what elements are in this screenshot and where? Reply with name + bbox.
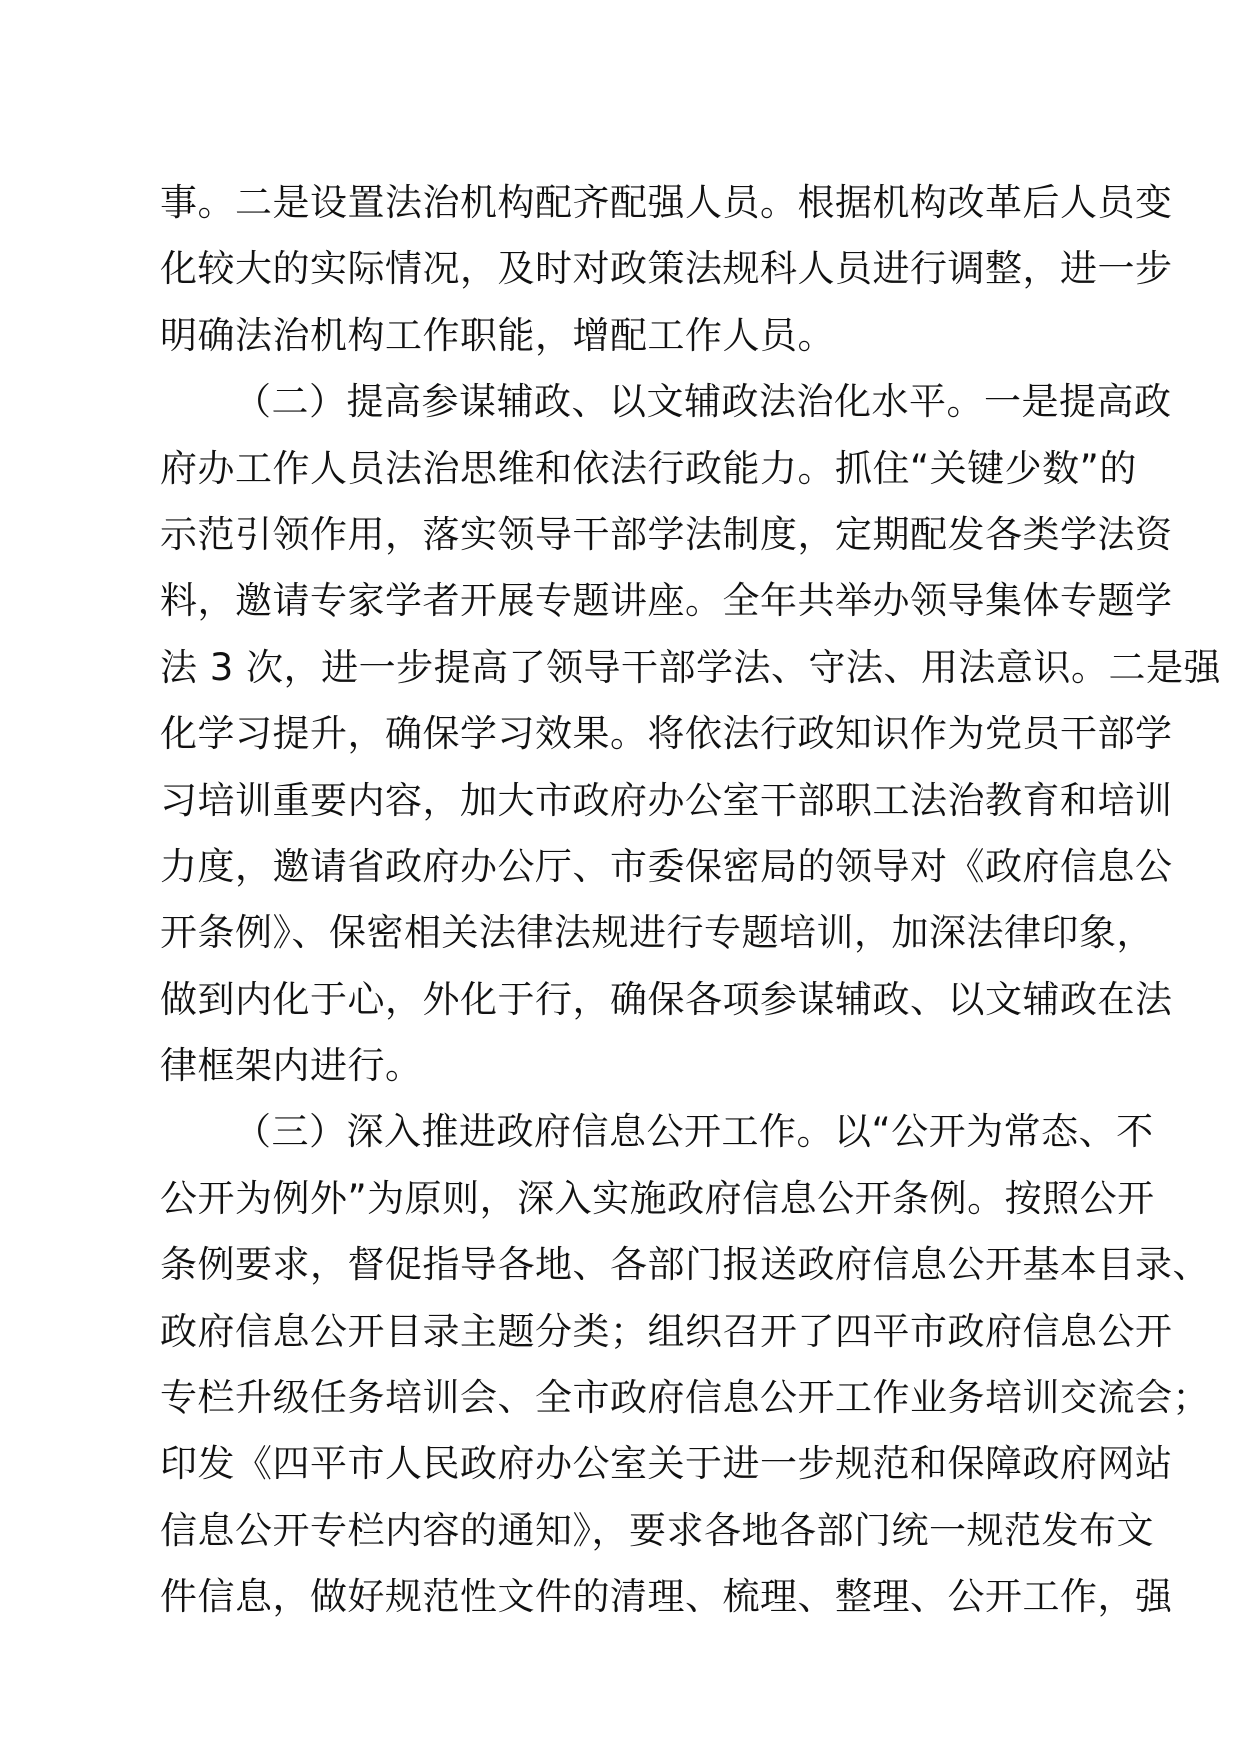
text-line: 公开为例外”为原则，深入实施政府信息公开条例。按照公开: [160, 1176, 1155, 1220]
text-line: 法 3 次，进一步提高了领导干部学法、守法、用法意识。二是强: [160, 645, 1222, 689]
text-line: 府办工作人员法治思维和依法行政能力。抓住“关键少数”的: [160, 446, 1137, 490]
text-line: 化较大的实际情况，及时对政策法规科人员进行调整，进一步: [160, 247, 1173, 291]
text-line: 开条例》、保密相关法律法规进行专题培训，加深法律印象，: [160, 911, 1154, 955]
text-line: 力度，邀请省政府办公厅、市委保密局的领导对《政府信息公: [160, 844, 1173, 888]
text-line: 事。二是设置法治机构配齐配强人员。根据机构改革后人员变: [160, 181, 1173, 224]
text-line: 明确法治机构工作职能，增配工作人员。: [160, 313, 835, 357]
text-line: 条例要求，督促指导各地、各部门报送政府信息公开基本目录、: [160, 1243, 1210, 1287]
text-line: 印发《四平市人民政府办公室关于进一步规范和保障政府网站: [160, 1442, 1173, 1486]
text-line: 专栏升级任务培训会、全市政府信息公开工作业务培训交流会；: [160, 1376, 1210, 1420]
text-line: 律框架内进行。: [160, 1044, 423, 1088]
text-line: 信息公开专栏内容的通知》，要求各地各部门统一规范发布文: [160, 1508, 1154, 1552]
text-line: 料，邀请专家学者开展专题讲座。全年共举办领导集体专题学: [160, 579, 1173, 623]
text-line: （三）深入推进政府信息公开工作。以“公开为常态、不: [234, 1110, 1154, 1154]
text-line: 做到内化于心，外化于行，确保各项参谋辅政、以文辅政在法: [160, 977, 1173, 1021]
text-line: 政府信息公开目录主题分类；组织召开了四平市政府信息公开: [160, 1309, 1173, 1353]
text-line: （二）提高参谋辅政、以文辅政法治化水平。一是提高政: [234, 380, 1172, 424]
text-line: 习培训重要内容，加大市政府办公室干部职工法治教育和培训: [160, 778, 1173, 822]
text-line: 示范引领作用，落实领导干部学法制度，定期配发各类学法资: [160, 512, 1173, 556]
body-text: [160, 170, 1222, 1631]
text-line: 化学习提升，确保学习效果。将依法行政知识作为党员干部学: [160, 712, 1173, 756]
text-line: 件信息，做好规范性文件的清理、梳理、整理、公开工作，强: [160, 1575, 1173, 1619]
